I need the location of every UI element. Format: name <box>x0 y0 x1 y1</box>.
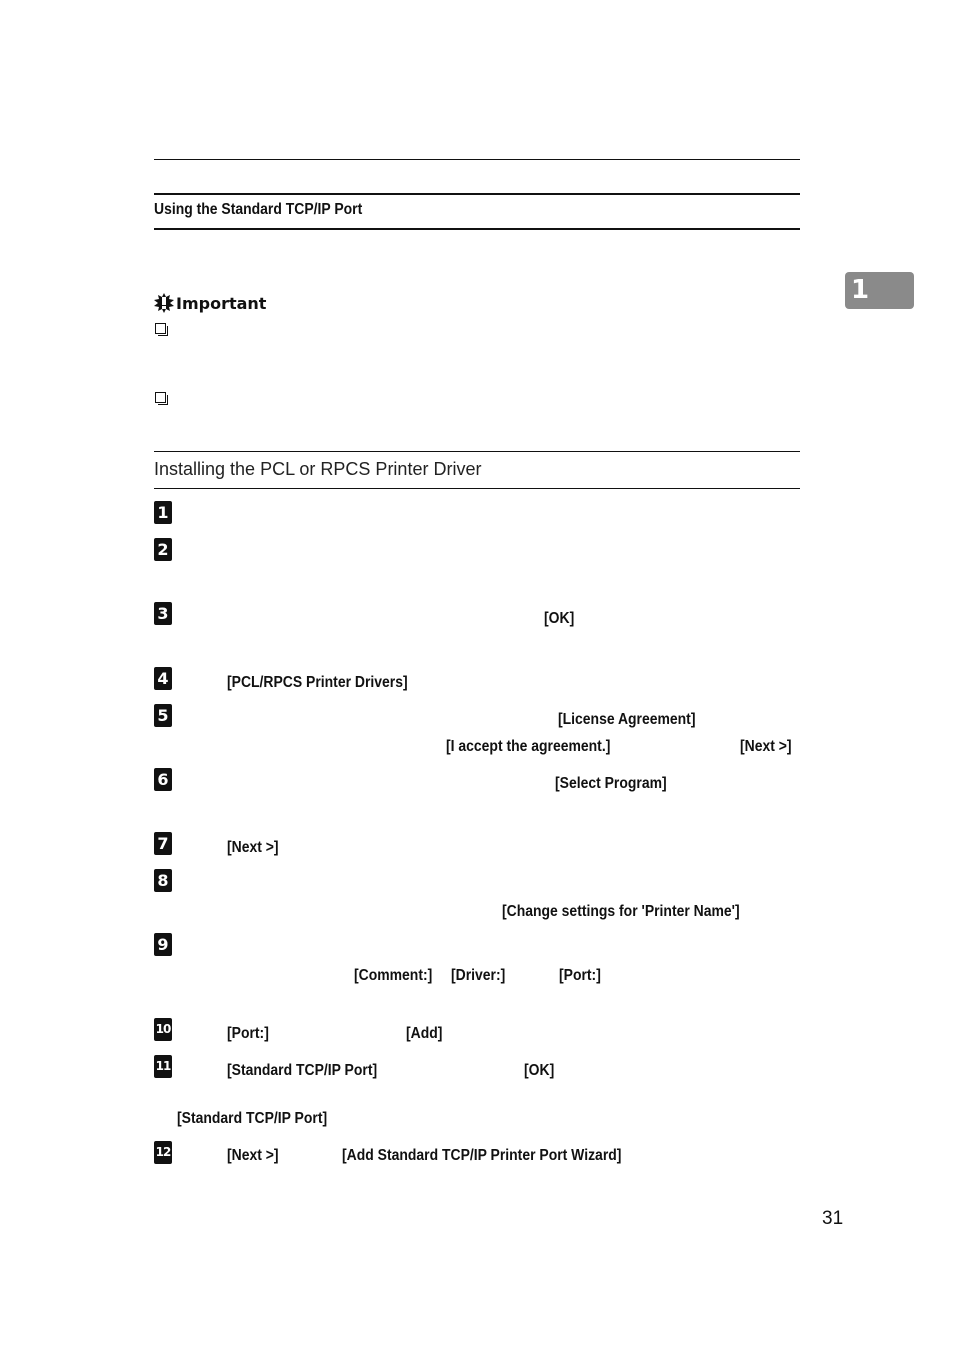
standard-tcpip-port-label-note: [Standard TCP/IP Port] <box>177 1110 328 1127</box>
step-number-3: 3 <box>154 602 172 625</box>
section-rule-bottom <box>154 488 800 489</box>
top-rule <box>154 159 800 160</box>
step-number-2: 2 <box>154 538 172 561</box>
step-number-9: 9 <box>154 933 172 956</box>
driver-label: [Driver:] <box>451 967 506 984</box>
ok-label-step-11: [OK] <box>524 1062 555 1079</box>
step-number-4: 4 <box>154 667 172 690</box>
subsection-title: Using the Standard TCP/IP Port <box>154 201 363 218</box>
pcl-rpcs-drivers-label: [PCL/RPCS Printer Drivers] <box>227 674 408 691</box>
step-number-10: 10 <box>154 1018 172 1041</box>
ok-label-step-3: [OK] <box>544 610 575 627</box>
chapter-tab: 1 <box>845 272 914 309</box>
important-icon <box>154 293 174 313</box>
port-label-step-9: [Port:] <box>559 967 601 984</box>
note-checkbox-2 <box>155 392 166 403</box>
change-settings-label: [Change settings for 'Printer Name'] <box>502 903 740 920</box>
step-number-6: 6 <box>154 768 172 791</box>
step-number-5: 5 <box>154 704 172 727</box>
step-number-12: 12 <box>154 1141 172 1164</box>
step-number-8: 8 <box>154 869 172 892</box>
next-label-step-5: [Next >] <box>740 738 792 755</box>
step-number-11: 11 <box>154 1055 172 1078</box>
subsection-rule-top <box>154 193 800 195</box>
standard-tcpip-port-label-step-11: [Standard TCP/IP Port] <box>227 1062 378 1079</box>
add-label: [Add] <box>406 1025 443 1042</box>
license-agreement-label: [License Agreement] <box>558 711 696 728</box>
accept-agreement-label: [I accept the agreement.] <box>446 738 611 755</box>
page-number: 31 <box>822 1208 844 1229</box>
section-title: Installing the PCL or RPCS Printer Driver <box>154 459 482 479</box>
port-label-step-10: [Port:] <box>227 1025 269 1042</box>
important-heading <box>154 293 266 313</box>
important-label: Important <box>176 293 267 313</box>
select-program-label: [Select Program] <box>555 775 667 792</box>
next-label-step-12: [Next >] <box>227 1147 279 1164</box>
note-checkbox-1 <box>155 323 166 334</box>
add-port-wizard-label: [Add Standard TCP/IP Printer Port Wizard] <box>342 1147 622 1164</box>
comment-label: [Comment:] <box>354 967 433 984</box>
step-number-1: 1 <box>154 501 172 524</box>
next-label-step-7: [Next >] <box>227 839 279 856</box>
step-number-7: 7 <box>154 832 172 855</box>
section-rule-top <box>154 451 800 452</box>
subsection-rule-bottom <box>154 228 800 230</box>
